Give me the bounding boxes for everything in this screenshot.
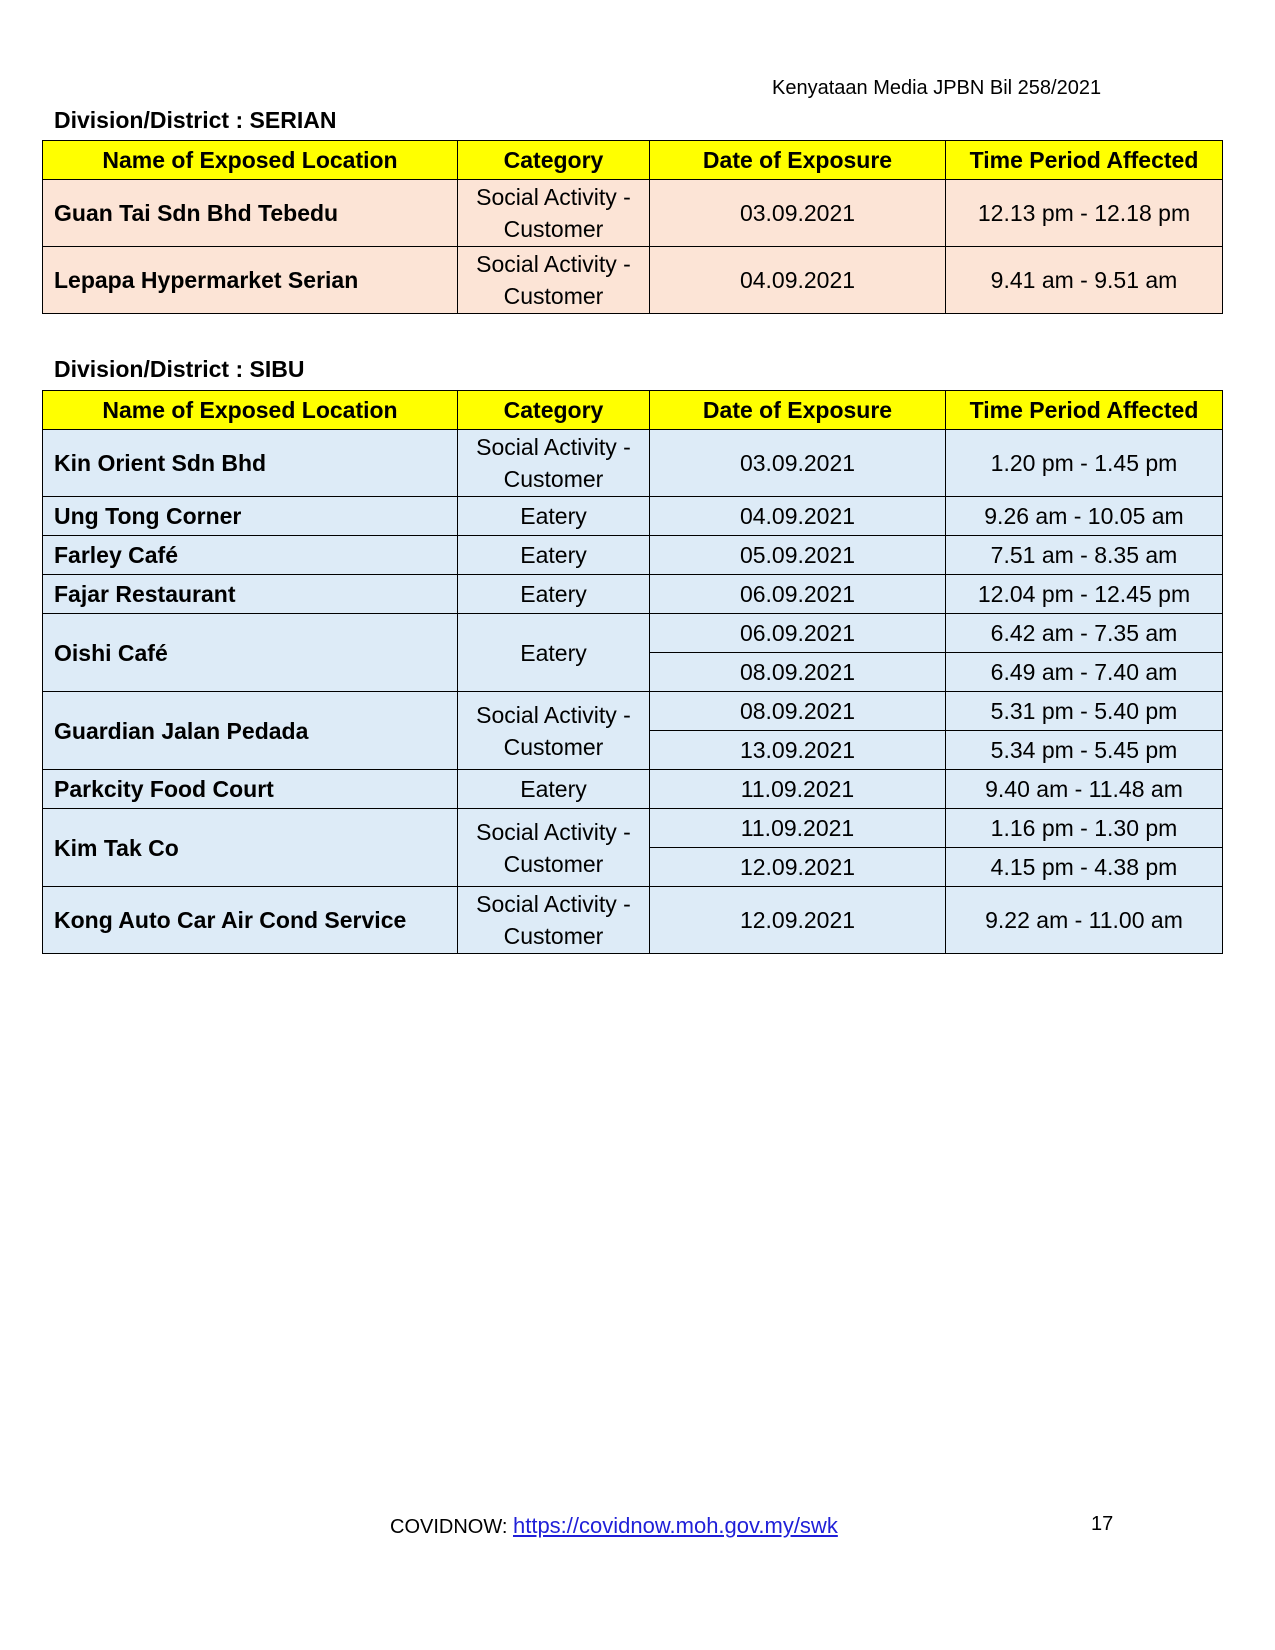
time-period: 9.26 am - 10.05 am [946, 497, 1223, 536]
location-name: Oishi Café [43, 614, 458, 692]
table-row [43, 614, 1223, 653]
location-name: Guardian Jalan Pedada [43, 692, 458, 770]
column-header-location: Name of Exposed Location [43, 391, 458, 430]
time-period: 9.22 am - 11.00 am [946, 887, 1223, 954]
page-number: 17 [1091, 1513, 1114, 1535]
location-name: Farley Café [43, 536, 458, 575]
table-row [43, 770, 1223, 809]
time-period: 9.40 am - 11.48 am [946, 770, 1223, 809]
serian-exposure-table [42, 140, 1223, 314]
exposure-date: 08.09.2021 [650, 653, 946, 692]
table-row [43, 430, 1223, 497]
table-row [43, 247, 1223, 314]
location-name: Guan Tai Sdn Bhd Tebedu [43, 180, 458, 247]
exposure-date: 12.09.2021 [650, 887, 946, 954]
exposure-date: 11.09.2021 [650, 809, 946, 848]
category-cell: Eatery [458, 614, 650, 692]
time-period: 4.15 pm - 4.38 pm [946, 848, 1223, 887]
table-row [43, 180, 1223, 247]
category-cell: Eatery [458, 536, 650, 575]
location-name: Parkcity Food Court [43, 770, 458, 809]
category-cell: Eatery [458, 770, 650, 809]
column-header-category: Category [458, 391, 650, 430]
media-statement-reference: Kenyataan Media JPBN Bil 258/2021 [772, 77, 1102, 99]
category-cell: Social Activity - Customer [458, 692, 650, 770]
exposure-date: 04.09.2021 [650, 247, 946, 314]
location-name: Ung Tong Corner [43, 497, 458, 536]
location-name: Kong Auto Car Air Cond Service [43, 887, 458, 954]
time-period: 1.16 pm - 1.30 pm [946, 809, 1223, 848]
exposure-date: 06.09.2021 [650, 614, 946, 653]
exposure-date: 03.09.2021 [650, 180, 946, 247]
location-name: Lepapa Hypermarket Serian [43, 247, 458, 314]
column-header-time: Time Period Affected [946, 141, 1223, 180]
time-period: 6.42 am - 7.35 am [946, 614, 1223, 653]
exposure-date: 06.09.2021 [650, 575, 946, 614]
column-header-date: Date of Exposure [650, 141, 946, 180]
footer [390, 1513, 838, 1539]
exposure-date: 08.09.2021 [650, 692, 946, 731]
table-row [43, 692, 1223, 731]
table-row [43, 575, 1223, 614]
table-header-row [43, 141, 1223, 180]
location-name: Fajar Restaurant [43, 575, 458, 614]
time-period: 1.20 pm - 1.45 pm [946, 430, 1223, 497]
category-cell: Eatery [458, 497, 650, 536]
exposure-date: 05.09.2021 [650, 536, 946, 575]
exposure-date: 11.09.2021 [650, 770, 946, 809]
location-name: Kim Tak Co [43, 809, 458, 887]
category-cell: Eatery [458, 575, 650, 614]
exposure-date: 13.09.2021 [650, 731, 946, 770]
category-cell: Social Activity - Customer [458, 887, 650, 954]
time-period: 9.41 am - 9.51 am [946, 247, 1223, 314]
time-period: 12.04 pm - 12.45 pm [946, 575, 1223, 614]
covidnow-link[interactable]: https://covidnow.moh.gov.my/swk [512, 1513, 838, 1538]
sibu-exposure-table [42, 390, 1223, 954]
time-period: 12.13 pm - 12.18 pm [946, 180, 1223, 247]
exposure-date: 12.09.2021 [650, 848, 946, 887]
time-period: 6.49 am - 7.40 am [946, 653, 1223, 692]
location-name: Kin Orient Sdn Bhd [43, 430, 458, 497]
table-row [43, 809, 1223, 848]
time-period: 5.31 pm - 5.40 pm [946, 692, 1223, 731]
column-header-time: Time Period Affected [946, 391, 1223, 430]
table-header-row [43, 391, 1223, 430]
column-header-date: Date of Exposure [650, 391, 946, 430]
district-title-sibu: Division/District : SIBU [54, 356, 305, 382]
category-cell: Social Activity - Customer [458, 247, 650, 314]
district-title-serian: Division/District : SERIAN [54, 107, 337, 133]
time-period: 7.51 am - 8.35 am [946, 536, 1223, 575]
category-cell: Social Activity - Customer [458, 430, 650, 497]
exposure-date: 03.09.2021 [650, 430, 946, 497]
column-header-location: Name of Exposed Location [43, 141, 458, 180]
table-row [43, 887, 1223, 954]
category-cell: Social Activity - Customer [458, 180, 650, 247]
column-header-category: Category [458, 141, 650, 180]
exposure-date: 04.09.2021 [650, 497, 946, 536]
footer-label: COVIDNOW: [390, 1516, 508, 1538]
category-cell: Social Activity - Customer [458, 809, 650, 887]
table-row [43, 497, 1223, 536]
table-row [43, 536, 1223, 575]
time-period: 5.34 pm - 5.45 pm [946, 731, 1223, 770]
